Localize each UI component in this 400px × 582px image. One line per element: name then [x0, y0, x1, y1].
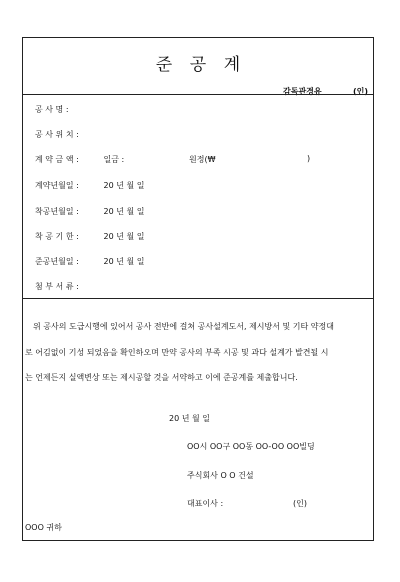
field-start-date [35, 206, 145, 217]
field-value: 20 년 월 일 [103, 232, 145, 241]
amount-won: 원정(₩ [189, 155, 216, 164]
field-project-name [35, 104, 101, 115]
document-title [23, 50, 373, 75]
field-project-location [35, 129, 101, 140]
header-divider [23, 94, 373, 95]
field-completion-date [35, 256, 145, 267]
document-frame [22, 37, 374, 541]
representative-label: 대표이사 : [187, 499, 224, 508]
field-value: 20 년 월 일 [103, 181, 145, 190]
field-value: 일금 : [103, 155, 125, 164]
field-value: 20 년 월 일 [103, 207, 145, 216]
field-label: 계약년월일 : [35, 181, 79, 190]
recipient: OOO 귀하 [25, 523, 62, 532]
field-attachments [35, 281, 101, 292]
title-char: 공 [189, 55, 207, 75]
approval-seal: (인) [353, 87, 369, 96]
field-label: 첨 부 서 류 : [35, 282, 79, 291]
fields-divider [23, 298, 373, 299]
statement-line: 위 공사의 도급시행에 있어서 공사 전반에 걸쳐 공사설계도서, 제시방서 및 기타 약정대 [33, 322, 334, 331]
field-contract-amount [35, 154, 311, 165]
field-label: 착공년월일 : [35, 207, 79, 216]
field-label: 준공년월일 : [35, 257, 79, 266]
submission-date: 20 년 월 일 [169, 414, 210, 423]
field-label: 착 공 기 한 : [35, 232, 79, 241]
field-start-deadline [35, 231, 145, 242]
field-value: 20 년 월 일 [103, 257, 145, 266]
field-label: 공 사 명 : [35, 105, 69, 114]
amount-close: ) [307, 154, 311, 163]
company-name: 주식회사 O O 건설 [187, 471, 254, 480]
field-label: 계 약 금 액 : [35, 155, 79, 164]
title-char: 계 [223, 55, 241, 75]
statement-line: 로 어김없이 기성 되었음을 확인하오며 만약 공사의 부족 시공 및 과다 설계가 발견될 시 [25, 348, 329, 357]
field-label: 공 사 위 치 : [35, 130, 79, 139]
title-char: 준 [155, 55, 173, 75]
field-contract-date [35, 180, 145, 191]
representative-seal: (인) [293, 499, 307, 508]
approval-label: 감독관경유 [283, 87, 322, 96]
statement-line: 는 언제든지 실액변상 또는 제시공할 것을 서약하고 이에 준공계를 제출합니다. [25, 373, 298, 382]
company-address: OO시 OO구 OO동 OO-OO OO빌딩 [187, 442, 315, 451]
